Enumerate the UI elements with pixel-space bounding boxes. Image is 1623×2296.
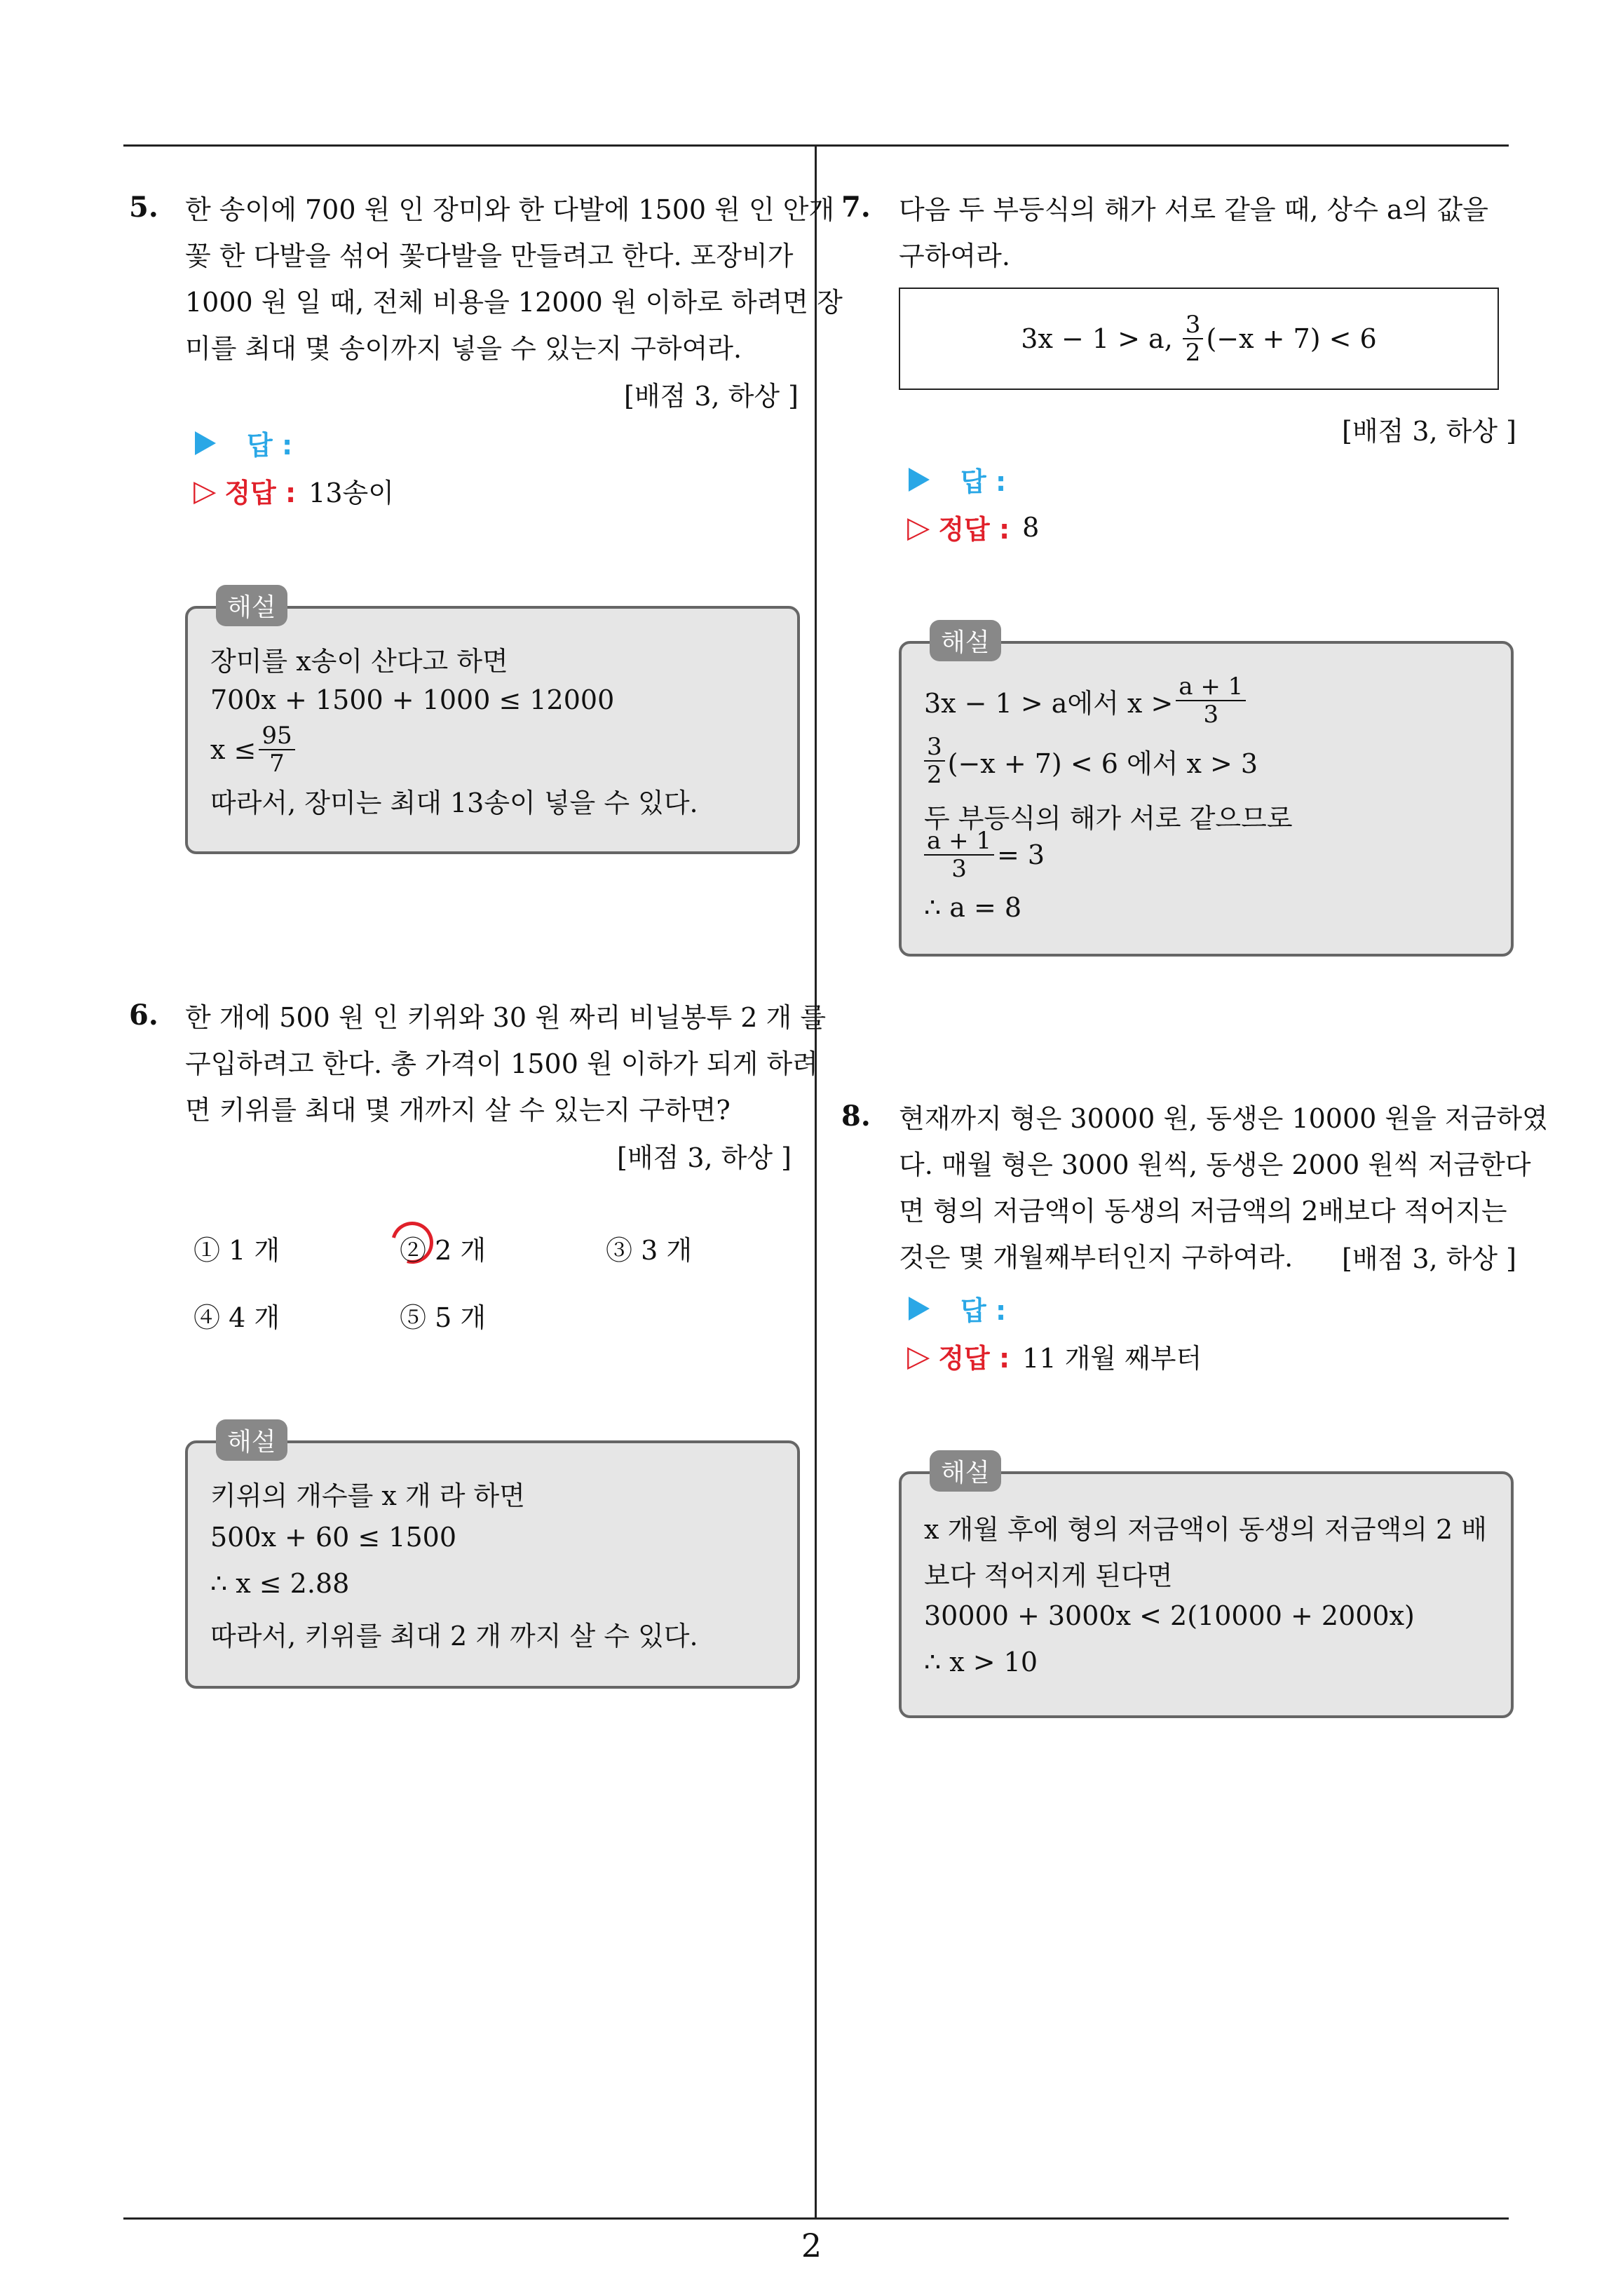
question-text bbox=[899, 187, 1488, 279]
fraction bbox=[1183, 311, 1204, 366]
explanation-part: (−x + 7) < 6 에서 x > 3 bbox=[947, 748, 1258, 779]
formula-part: (−x + 7) < 6 bbox=[1206, 323, 1377, 354]
correct-label: 정답 : bbox=[938, 514, 1010, 545]
explanation-line: 700x + 1500 + 1000 ≤ 12000 bbox=[210, 684, 615, 715]
explanation-line: 500x + 60 ≤ 1500 bbox=[210, 1522, 457, 1553]
question-line: 현재까지 형은 30000 원, 동생은 10000 원을 저금하였 bbox=[899, 1103, 1548, 1134]
correct-triangle-icon: ▷ bbox=[193, 473, 217, 508]
explanation-box bbox=[899, 1459, 1514, 1718]
question-number: 5. bbox=[129, 191, 158, 224]
formula-part: 3x − 1 > a, bbox=[1021, 323, 1173, 354]
option-3[interactable]: ③ 3 개 bbox=[606, 1235, 693, 1266]
fraction bbox=[1176, 673, 1246, 728]
question-line: 한 개에 500 원 인 키위와 30 원 짜리 비닐봉투 2 개 를 bbox=[185, 1002, 827, 1033]
question-line: 구하여라. bbox=[899, 241, 1010, 271]
question-text bbox=[185, 187, 843, 372]
fraction-numerator: a + 1 bbox=[1176, 673, 1246, 701]
option-1[interactable]: ① 1 개 bbox=[193, 1235, 280, 1266]
correct-label: 정답 : bbox=[224, 478, 297, 508]
option-5[interactable]: ⑤ 5 개 bbox=[400, 1302, 487, 1333]
explanation-line bbox=[924, 734, 1258, 788]
bottom-rule bbox=[123, 2217, 1509, 2220]
option-2[interactable]: ② 2 개 bbox=[400, 1235, 487, 1266]
explanation-box bbox=[185, 593, 800, 854]
question-line: 면 키위를 최대 몇 개까지 살 수 있는지 구하면? bbox=[185, 1095, 731, 1126]
answer-label: 답 : bbox=[960, 466, 1007, 497]
question-line: 한 송이에 700 원 인 장미와 한 다발에 1500 원 인 안개 bbox=[185, 194, 835, 225]
fraction bbox=[924, 828, 994, 882]
fraction-numerator: 95 bbox=[259, 722, 294, 750]
explanation-part: = 3 bbox=[997, 839, 1045, 870]
explanation-line: ∴ a = 8 bbox=[924, 892, 1022, 923]
question-number: 8. bbox=[841, 1100, 871, 1133]
fraction-numerator: a + 1 bbox=[924, 828, 994, 856]
answer-triangle-icon bbox=[909, 468, 930, 492]
explanation-line bbox=[924, 673, 1249, 728]
answer-row bbox=[909, 1289, 1006, 1328]
answer-label: 답 : bbox=[960, 1295, 1007, 1326]
correct-triangle-icon: ▷ bbox=[907, 510, 930, 544]
explanation-line: x 개월 후에 형의 저금액이 동생의 저금액의 2 배 bbox=[924, 1514, 1487, 1545]
explanation-line: 장미를 x송이 산다고 하면 bbox=[210, 646, 508, 677]
explanation-line: 키위의 개수를 x 개 라 하면 bbox=[210, 1480, 525, 1511]
explanation-tag: 해설 bbox=[930, 1450, 1001, 1492]
answer-row bbox=[909, 460, 1006, 499]
page-number: 2 bbox=[801, 2227, 822, 2264]
explanation-line bbox=[924, 828, 1045, 882]
correct-answer-row bbox=[907, 1337, 1202, 1375]
explanation-box bbox=[185, 1428, 800, 1689]
explanation-line: 30000 + 3000x < 2(10000 + 2000x) bbox=[924, 1600, 1415, 1631]
answer-triangle-icon bbox=[909, 1297, 930, 1321]
question-line: 꽃 한 다발을 섞어 꽃다발을 만들려고 한다. 포장비가 bbox=[185, 241, 794, 271]
explanation-tag: 해설 bbox=[216, 1419, 287, 1461]
explanation-line: 따라서, 장미는 최대 13송이 넣을 수 있다. bbox=[210, 788, 698, 818]
question-line: 미를 최대 몇 송이까지 넣을 수 있는지 구하여라. bbox=[185, 333, 742, 364]
correct-answer-row bbox=[907, 508, 1039, 546]
correct-label: 정답 : bbox=[938, 1343, 1010, 1374]
score-label: [배점 3, 하상 ] bbox=[1342, 416, 1516, 447]
answer-triangle-icon bbox=[195, 431, 216, 455]
inequality-prefix: x ≤ bbox=[210, 734, 257, 765]
explanation-line: 두 부등식의 해가 서로 같으므로 bbox=[924, 803, 1293, 834]
fraction-denominator: 2 bbox=[1185, 339, 1201, 367]
fraction bbox=[259, 722, 294, 777]
question-line: 구입하려고 한다. 총 가격이 1500 원 이하가 되게 하려 bbox=[185, 1048, 818, 1079]
score-label: [배점 3, 하상 ] bbox=[617, 1142, 792, 1173]
question-text bbox=[185, 994, 826, 1133]
question-number: 7. bbox=[841, 191, 871, 224]
fraction bbox=[924, 734, 945, 788]
explanation-tag: 해설 bbox=[930, 620, 1001, 661]
fraction-denominator: 2 bbox=[927, 761, 942, 789]
score-label: [배점 3, 하상 ] bbox=[1342, 1243, 1516, 1274]
explanation-box bbox=[899, 628, 1514, 957]
explanation-line: 보다 적어지게 된다면 bbox=[924, 1560, 1173, 1591]
fraction-denominator: 3 bbox=[1203, 701, 1219, 729]
question-line: 다음 두 부등식의 해가 서로 같을 때, 상수 a의 값을 bbox=[899, 194, 1488, 225]
column-divider bbox=[815, 144, 817, 2219]
correct-value: 13송이 bbox=[308, 478, 394, 508]
explanation-line bbox=[210, 722, 298, 777]
fraction-numerator: 3 bbox=[924, 734, 945, 762]
question-line: 다. 매월 형은 3000 원씩, 동생은 2000 원씩 저금한다 bbox=[899, 1149, 1531, 1180]
score-label: [배점 3, 하상 ] bbox=[624, 381, 799, 412]
explanation-line: ∴ x ≤ 2.88 bbox=[210, 1568, 350, 1599]
correct-value: 8 bbox=[1022, 511, 1040, 543]
question-number: 6. bbox=[129, 999, 158, 1032]
correct-triangle-icon: ▷ bbox=[907, 1339, 930, 1373]
explanation-line: ∴ x > 10 bbox=[924, 1647, 1038, 1677]
fraction-denominator: 7 bbox=[269, 750, 285, 778]
explanation-line: 따라서, 키위를 최대 2 개 까지 살 수 있다. bbox=[210, 1621, 698, 1652]
option-4[interactable]: ④ 4 개 bbox=[193, 1302, 280, 1333]
explanation-tag: 해설 bbox=[216, 585, 287, 626]
answer-row bbox=[195, 424, 292, 462]
explanation-part: 3x − 1 > a에서 x > bbox=[924, 687, 1174, 719]
question-line: 것은 몇 개월째부터인지 구하여라. bbox=[899, 1242, 1293, 1273]
question-line: 1000 원 일 때, 전체 비용을 12000 원 이하로 하려면 장 bbox=[185, 287, 843, 318]
correct-value: 11 개월 째부터 bbox=[1022, 1343, 1202, 1374]
correct-answer-row bbox=[193, 471, 394, 510]
answer-label: 답 : bbox=[247, 430, 293, 461]
fraction-denominator: 3 bbox=[951, 855, 967, 883]
question-line: 면 형의 저금액이 동생의 저금액의 2배보다 적어지는 bbox=[899, 1196, 1507, 1227]
fraction-numerator: 3 bbox=[1183, 311, 1204, 339]
formula-box bbox=[899, 288, 1499, 390]
